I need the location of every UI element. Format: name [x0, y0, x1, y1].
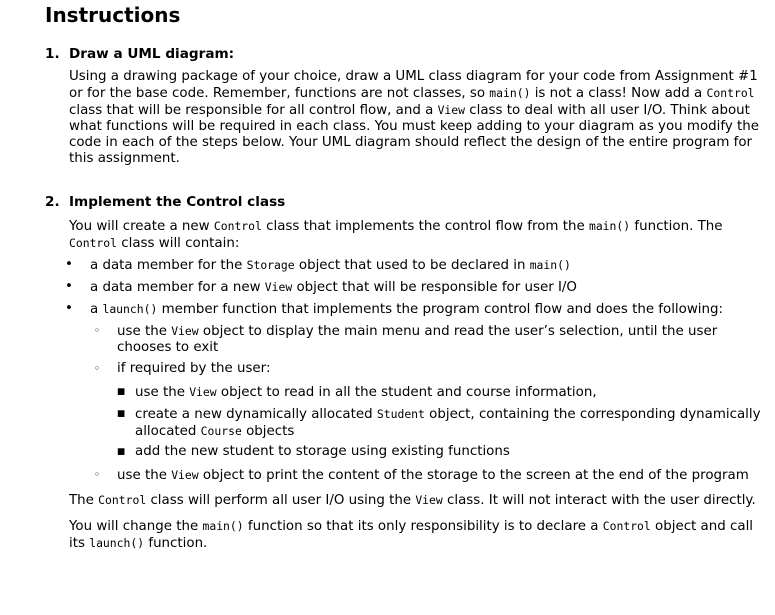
code-identifier: View [171, 468, 199, 482]
list-item-text [90, 257, 571, 274]
text-run: function. The [630, 219, 723, 234]
circle-bullet-icon: ◦ [93, 468, 101, 481]
code-identifier: launch() [89, 536, 145, 550]
text-run: if required by the user: [117, 361, 271, 376]
list-item [116, 406, 775, 440]
section-title: Implement the Control class [69, 194, 286, 210]
text-run: object and call its [69, 519, 754, 551]
text-run: class to deal with all user I/O. Think about what functions will be required in each class. You must keep adding to your diagram as you modify the code in each of the steps below. Your UML diagram should reflect the design of the entire program for this assignment. [69, 103, 760, 166]
text-run: object that used to be declared in [294, 258, 530, 273]
text-run: objects [241, 424, 295, 439]
text-run: You will change the [69, 519, 203, 534]
code-identifier: View [437, 103, 466, 117]
text-run: You will create a new [69, 219, 214, 234]
circle-bullet-icon: ◦ [93, 362, 101, 375]
text-run: a data member for a new [90, 280, 265, 295]
code-identifier: View [415, 493, 443, 507]
section-title: Draw a UML diagram: [69, 46, 235, 62]
text-run: function. [144, 536, 208, 551]
code-identifier: Course [200, 424, 242, 438]
text-run: use the [117, 468, 172, 483]
text-run: Using a drawing package of your choice, draw a UML class diagram for your code from Assignment #1 or for the base code. Remember, functions are not classes, so [69, 69, 758, 101]
square-bullet-icon: ▪ [116, 444, 126, 459]
section-2-heading [45, 193, 775, 211]
code-identifier: Control [706, 86, 755, 100]
text-run: class will contain: [117, 236, 240, 251]
list-item-text [90, 301, 723, 318]
page-title: Instructions [45, 3, 181, 27]
text-run: use the [117, 324, 172, 339]
code-identifier: main() [588, 219, 631, 233]
code-identifier: main() [489, 86, 531, 100]
text-run: object to print the content of the storage to the screen at the end of the program [198, 468, 749, 483]
circle-bullet-icon: ◦ [93, 324, 101, 337]
text-run: object to display the main menu and read the user’s selection, until the user chooses to exit [117, 324, 718, 355]
square-bullet-icon: ▪ [116, 406, 126, 421]
code-identifier: Control [69, 236, 118, 250]
code-identifier: launch() [102, 302, 158, 316]
text-run: function so that its only responsibility is to declare a [243, 519, 603, 534]
text-run: class will perform all user I/O using the [146, 493, 416, 508]
text-run: object to read in all the student and course information, [216, 385, 597, 400]
text-run: member function that implements the program control flow and does the following: [157, 302, 724, 317]
section-2-intro [69, 218, 749, 252]
text-run: a [90, 302, 103, 317]
section-number: 2. [45, 194, 60, 210]
closing-paragraph-1 [69, 492, 775, 509]
code-identifier: Storage [246, 258, 295, 272]
section-1-body [69, 69, 775, 167]
list-item-text [135, 444, 510, 460]
list-item-text [117, 361, 270, 377]
code-identifier: View [264, 280, 293, 294]
list-item-text [117, 323, 775, 356]
list-item-text [90, 279, 577, 296]
text-run: object that will be responsible for user I/O [292, 280, 577, 295]
list-item-text [135, 406, 775, 440]
text-run: class that implements the control flow from the [261, 219, 589, 234]
code-identifier: Control [602, 519, 651, 533]
code-identifier: Control [213, 219, 262, 233]
section-1-heading [45, 45, 775, 63]
bullet-icon: • [65, 257, 73, 272]
list-item-text [135, 384, 597, 401]
list-item [92, 323, 775, 356]
code-identifier: main() [202, 519, 244, 533]
text-run: add the new student to storage using existing functions [135, 444, 510, 459]
text-run: is not a class! Now add a [530, 86, 707, 101]
code-identifier: Control [98, 493, 147, 507]
bullet-icon: • [65, 279, 73, 294]
section-number: 1. [45, 46, 60, 62]
text-run: use the [135, 385, 190, 400]
square-bullet-icon: ▪ [116, 384, 126, 399]
list-item-text [117, 467, 749, 484]
closing-paragraph-2 [69, 518, 773, 552]
code-identifier: View [171, 324, 199, 338]
code-identifier: Student [376, 407, 425, 421]
text-run: The [69, 493, 99, 508]
text-run: class. It will not interact with the user directly. [442, 493, 756, 508]
text-run: class that will be responsible for all control flow, and a [69, 103, 438, 118]
text-run: object, containing the corresponding dynamically allocated [135, 407, 761, 439]
code-identifier: View [189, 385, 217, 399]
code-identifier: main() [529, 258, 571, 272]
text-run: create a new dynamically allocated [135, 407, 377, 422]
text-run: a data member for the [90, 258, 247, 273]
bullet-icon: • [65, 301, 73, 316]
